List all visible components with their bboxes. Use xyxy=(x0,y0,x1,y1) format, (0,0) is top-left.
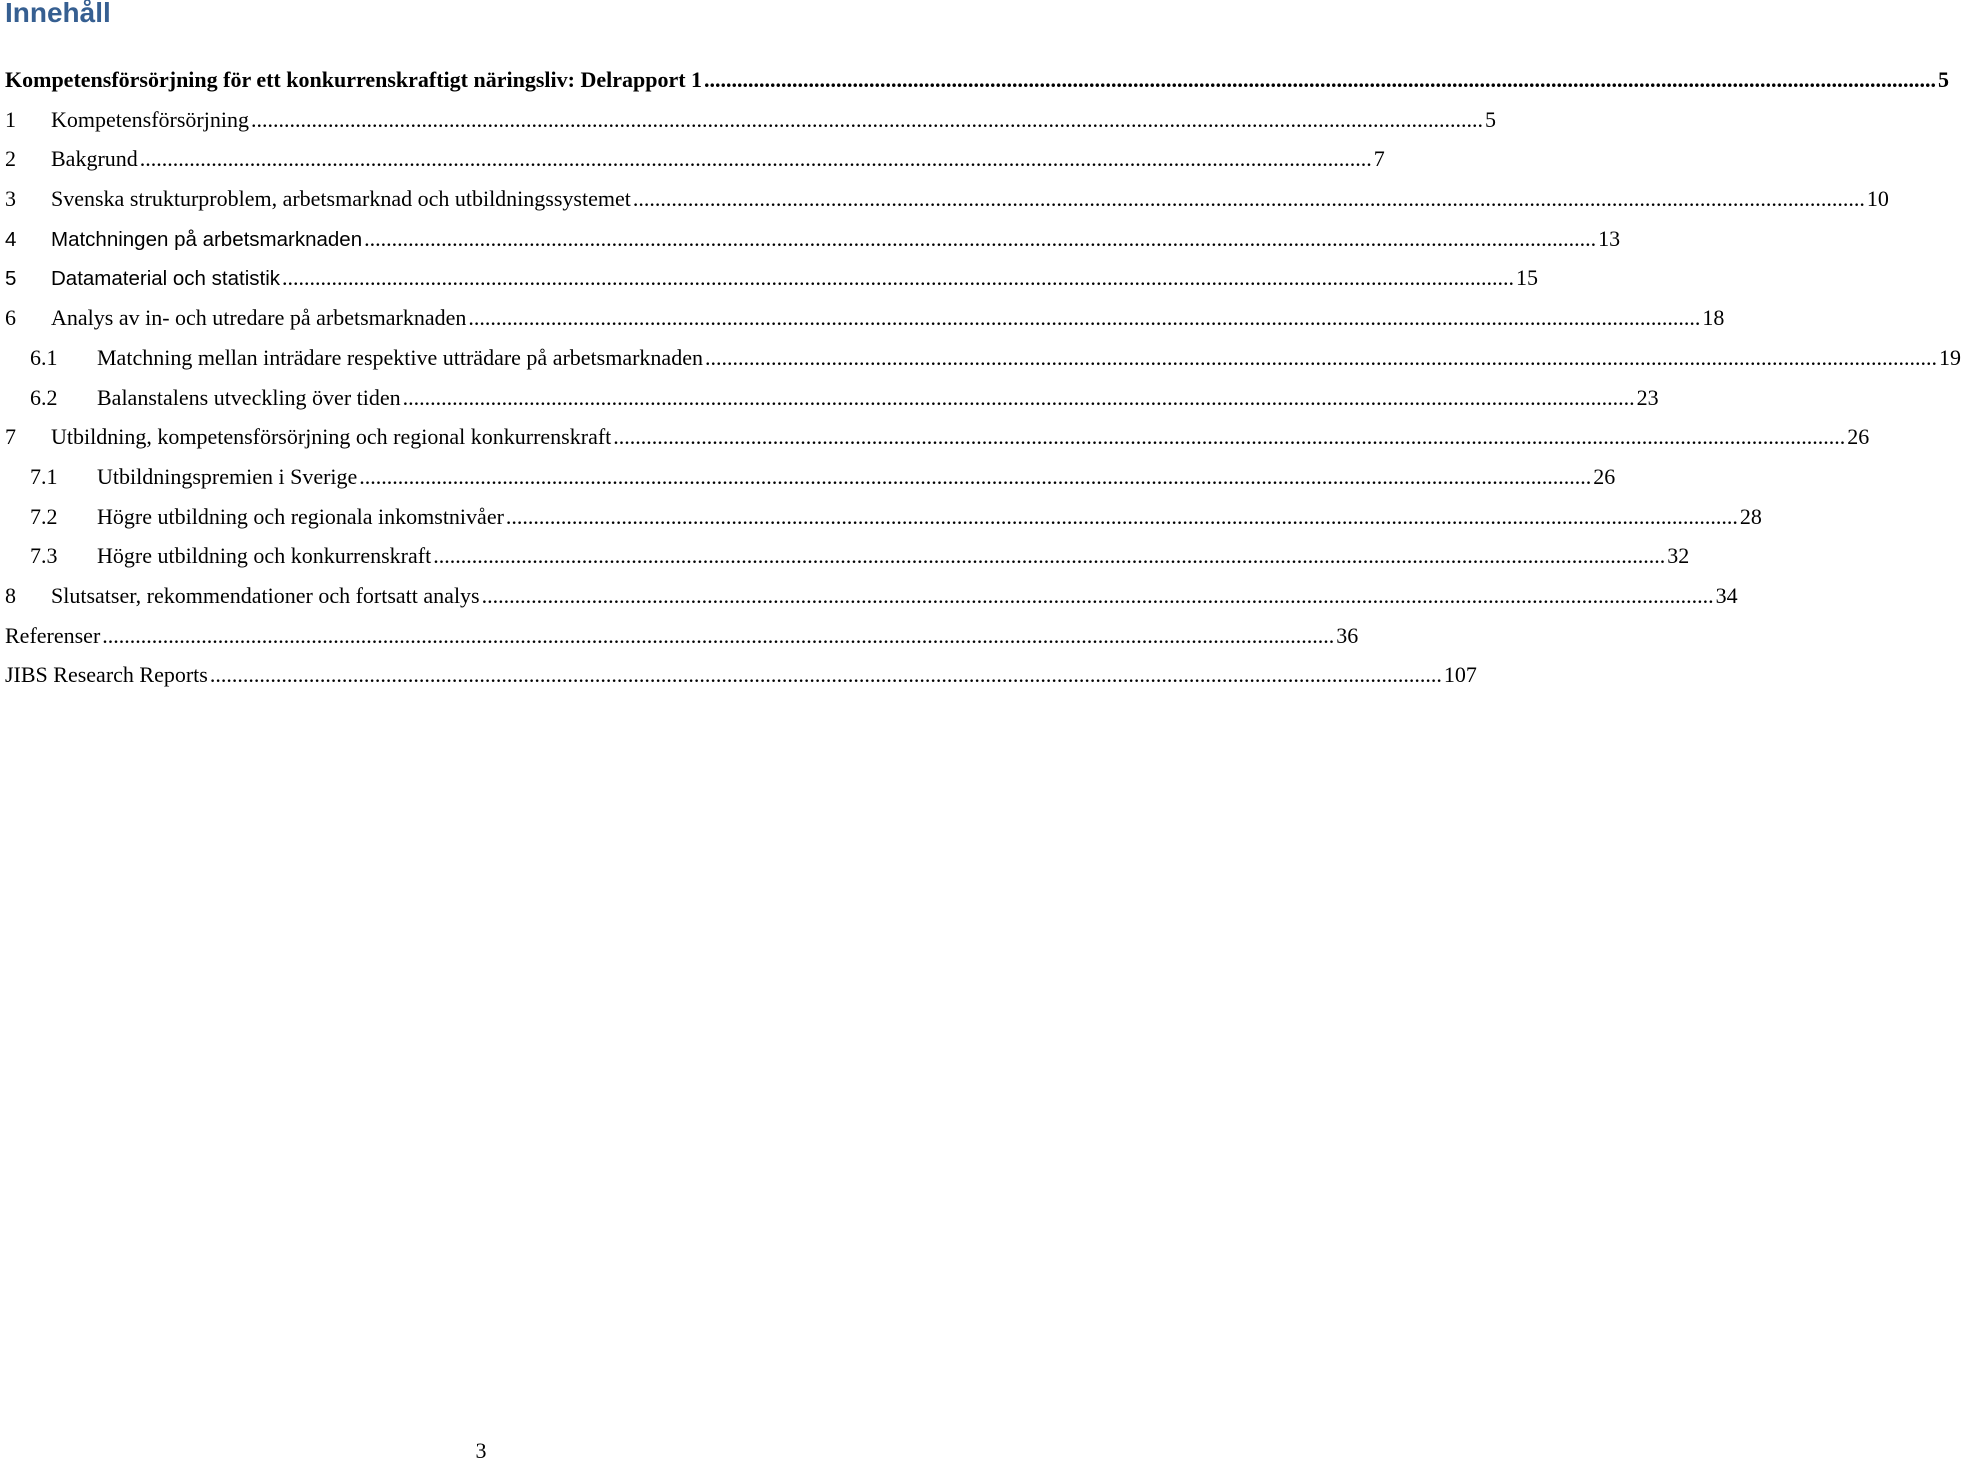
toc-entry-referenser[interactable] xyxy=(5,616,1359,656)
toc-entry-number: 7.2 xyxy=(30,503,58,529)
toc-dot-leader xyxy=(631,179,1867,219)
toc-entry-title: Balanstalens utveckling över tiden xyxy=(97,384,401,410)
toc-entry-delrapport[interactable] xyxy=(5,60,1950,100)
toc-dot-leader xyxy=(611,417,1847,457)
toc-entry-title: Datamaterial och statistik xyxy=(51,267,281,291)
page-number: 3 xyxy=(475,1438,487,1463)
toc-entry-page: 23 xyxy=(1636,384,1659,410)
toc-dot-leader xyxy=(362,219,1598,259)
toc-entry-8[interactable] xyxy=(5,576,1738,616)
toc-dot-leader xyxy=(466,298,1702,338)
toc-entry-title: Slutsatser, rekommendationer och fortsatt analys xyxy=(51,582,480,608)
toc-entry-title: Matchningen på arbetsmarknaden xyxy=(51,227,363,251)
toc-dot-leader xyxy=(280,258,1516,298)
toc-entry-page: 36 xyxy=(1336,622,1359,648)
toc-dot-leader xyxy=(357,457,1593,497)
toc-entry-page: 34 xyxy=(1715,582,1738,608)
toc-entry-7-2[interactable] xyxy=(5,497,1762,537)
toc-entry-page: 10 xyxy=(1866,186,1889,212)
toc-dot-leader xyxy=(431,536,1667,576)
toc-entry-title: Matchning mellan inträdare respektive utträdare på arbetsmarknaden xyxy=(97,344,703,370)
toc-dot-leader xyxy=(100,616,1336,656)
toc-entry-title: Kompetensförsörjning för ett konkurrenskraftigt näringsliv: Delrapport 1 xyxy=(5,67,703,92)
page-title: Innehåll xyxy=(5,0,111,28)
toc-entry-7-3[interactable] xyxy=(5,536,1690,576)
toc-entry-title: Högre utbildning och konkurrenskraft xyxy=(97,543,432,569)
toc-entry-number: 7.3 xyxy=(30,543,58,569)
toc-entry-page: 18 xyxy=(1702,305,1725,331)
toc-entry-7[interactable] xyxy=(5,417,1870,457)
toc-entry-number: 1 xyxy=(5,106,16,132)
toc-entry-7-1[interactable] xyxy=(5,457,1616,497)
toc-entry-4[interactable] xyxy=(5,219,1621,259)
toc-entry-5[interactable] xyxy=(5,258,1539,298)
toc-entry-title: Högre utbildning och regionala inkomstnivåer xyxy=(97,503,504,529)
toc-dot-leader xyxy=(138,139,1374,179)
toc-dot-leader xyxy=(208,655,1444,695)
toc-dot-leader xyxy=(703,338,1939,378)
toc-entry-number: 2 xyxy=(5,146,16,172)
toc-entry-title: Utbildning, kompetensförsörjning och regional konkurrenskraft xyxy=(51,424,612,450)
toc-entry-number: 7 xyxy=(5,424,16,450)
toc-dot-leader xyxy=(401,378,1637,418)
toc-entry-number: 3 xyxy=(5,186,16,212)
toc-entry-number: 6 xyxy=(5,305,16,331)
toc-dot-leader xyxy=(249,100,1485,140)
toc-entry-page: 107 xyxy=(1443,662,1477,688)
toc-entry-number: 6.1 xyxy=(30,344,58,370)
toc-entry-3[interactable] xyxy=(5,179,1889,219)
toc-entry-page: 28 xyxy=(1739,503,1762,529)
toc-entry-title: Analys av in- och utredare på arbetsmarknaden xyxy=(51,305,467,331)
toc-entry-number: 8 xyxy=(5,582,16,608)
toc-entry-6-2[interactable] xyxy=(5,378,1659,418)
toc-entry-page: 5 xyxy=(1938,67,1950,92)
toc-entry-title: Kompetensförsörjning xyxy=(51,106,249,132)
toc-entry-title: Referenser xyxy=(5,622,101,648)
toc-entry-title: Bakgrund xyxy=(51,146,138,172)
toc-entry-2[interactable] xyxy=(5,139,1385,179)
toc-dot-leader xyxy=(702,60,1938,100)
toc-entry-number: 6.2 xyxy=(30,384,58,410)
toc-entry-page: 19 xyxy=(1938,344,1961,370)
toc-dot-leader xyxy=(504,497,1740,537)
toc-entry-number: 4 xyxy=(5,227,17,251)
toc-entry-page: 5 xyxy=(1484,106,1496,132)
toc-entry-page: 26 xyxy=(1847,424,1870,450)
toc-entry-6[interactable] xyxy=(5,298,1725,338)
table-of-contents xyxy=(5,60,1961,695)
toc-entry-number: 7.1 xyxy=(30,463,58,489)
toc-entry-page: 7 xyxy=(1373,146,1385,172)
toc-entry-1[interactable] xyxy=(5,100,1496,140)
toc-entry-number: 5 xyxy=(5,267,17,291)
toc-entry-title: JIBS Research Reports xyxy=(5,662,208,688)
toc-entry-page: 13 xyxy=(1598,225,1621,251)
toc-entry-jibs-research-reports[interactable] xyxy=(5,655,1477,695)
toc-entry-title: Svenska strukturproblem, arbetsmarknad och utbildningssystemet xyxy=(51,186,631,212)
toc-dot-leader xyxy=(480,576,1716,616)
toc-entry-6-1[interactable] xyxy=(5,338,1961,378)
toc-entry-page: 15 xyxy=(1516,265,1539,291)
toc-entry-title: Utbildningspremien i Sverige xyxy=(97,463,358,489)
toc-entry-page: 26 xyxy=(1593,463,1616,489)
toc-entry-page: 32 xyxy=(1667,543,1690,569)
